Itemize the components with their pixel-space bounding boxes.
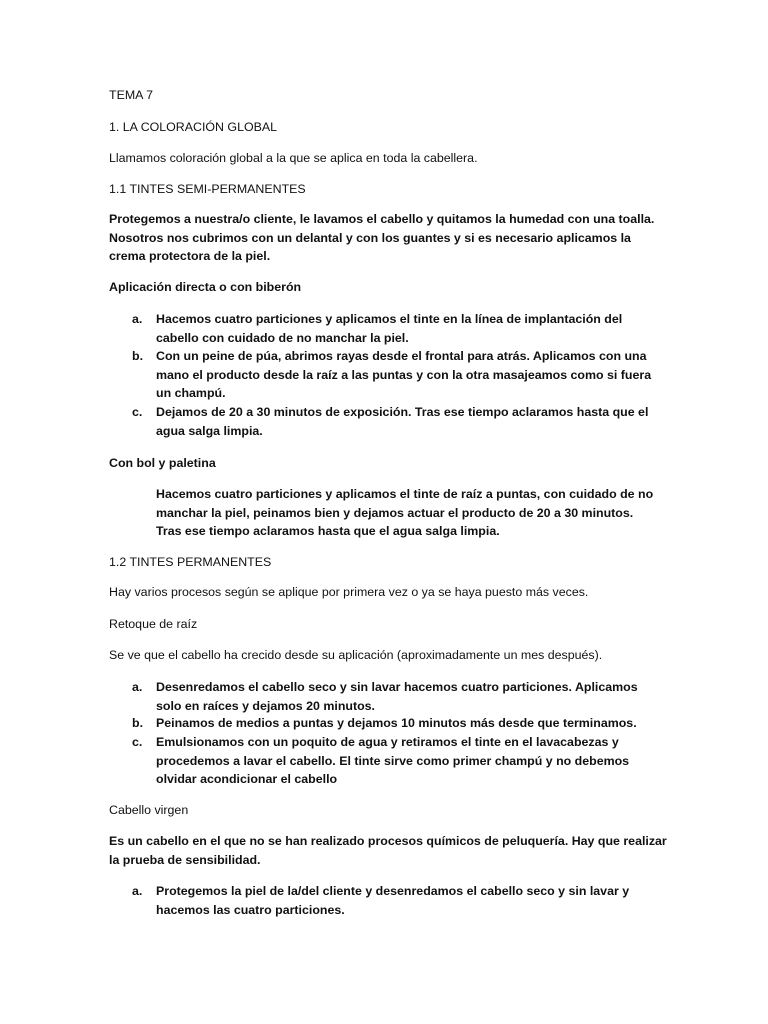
- list-item-text: Con un peine de púa, abrimos rayas desde el frontal para atrás. Aplicamos con una mano el producto desde la raíz a las puntas y con la otra masajeamos como si fuera un champú.: [156, 349, 652, 401]
- section-1-title: 1. LA COLORACIÓN GLOBAL: [109, 120, 278, 134]
- retoque-paragraph: Se ve que el cabello ha crecido desde su aplicación (aproximadamente un mes después).: [109, 648, 603, 662]
- list-item-text: Dejamos de 20 a 30 minutos de exposición. Tras ese tiempo aclaramos hasta que el agua salga limpia.: [156, 405, 649, 438]
- list-item-text: Protegemos la piel de la/del cliente y desenredamos el cabello seco y sin lavar y hacemos las cuatro particiones.: [156, 884, 630, 917]
- list-item-text: Desenredamos el cabello seco y sin lavar hacemos cuatro particiones. Aplicamos solo en raíces y dejamos 20 minutos.: [156, 680, 638, 713]
- retoque-heading: Retoque de raíz: [109, 617, 198, 631]
- list-marker: b.: [132, 716, 144, 730]
- list-item-text: Peinamos de medios a puntas y dejamos 10 minutos más desde que terminamos.: [156, 716, 637, 730]
- section-1-2-paragraph: Hay varios procesos según se aplique por primera vez o ya se haya puesto más veces.: [109, 585, 589, 599]
- list-marker: a.: [132, 680, 143, 694]
- list-marker: a.: [132, 884, 143, 898]
- list-marker: a.: [132, 312, 143, 326]
- list-marker: c.: [132, 405, 143, 419]
- list-item-text: Emulsionamos con un poquito de agua y retiramos el tinte en el lavacabezas y procedemos a lavar el cabello. El tinte sirve como primer champú y no debemos olvidar acondicionar el cabello: [156, 735, 630, 787]
- virgen-heading: Cabello virgen: [109, 803, 189, 817]
- list-item-text: Hacemos cuatro particiones y aplicamos el tinte en la línea de implantación del cabello con cuidado de no manchar la piel.: [156, 312, 623, 345]
- section-1-1-paragraph: Protegemos a nuestra/o cliente, le lavamos el cabello y quitamos la humedad con una toalla. Nosotros nos cubrimos con un delantal y con los guantes y si es necesario aplicamos la crema protectora de la piel.: [109, 212, 655, 264]
- intro-paragraph: Llamamos coloración global a la que se aplica en toda la cabellera.: [109, 151, 478, 165]
- virgen-paragraph: Es un cabello en el que no se han realizado procesos químicos de peluquería. Hay que realizar la prueba de sensibilidad.: [109, 834, 667, 867]
- list-marker: b.: [132, 349, 144, 363]
- section-1-2-title: 1.2 TINTES PERMANENTES: [109, 555, 272, 569]
- list-marker: c.: [132, 735, 143, 749]
- aplicacion-heading: Aplicación directa o con biberón: [109, 280, 302, 294]
- bol-paragraph: Hacemos cuatro particiones y aplicamos el tinte de raíz a puntas, con cuidado de no manchar la piel, peinamos bien y dejamos actuar el producto de 20 a 30 minutos. Tras ese tiempo aclaramos hasta que el agua salga limpia.: [156, 487, 654, 539]
- section-1-1-title: 1.1 TINTES SEMI-PERMANENTES: [109, 182, 306, 196]
- bol-heading: Con bol y paletina: [109, 456, 216, 470]
- tema-heading: TEMA 7: [109, 88, 154, 102]
